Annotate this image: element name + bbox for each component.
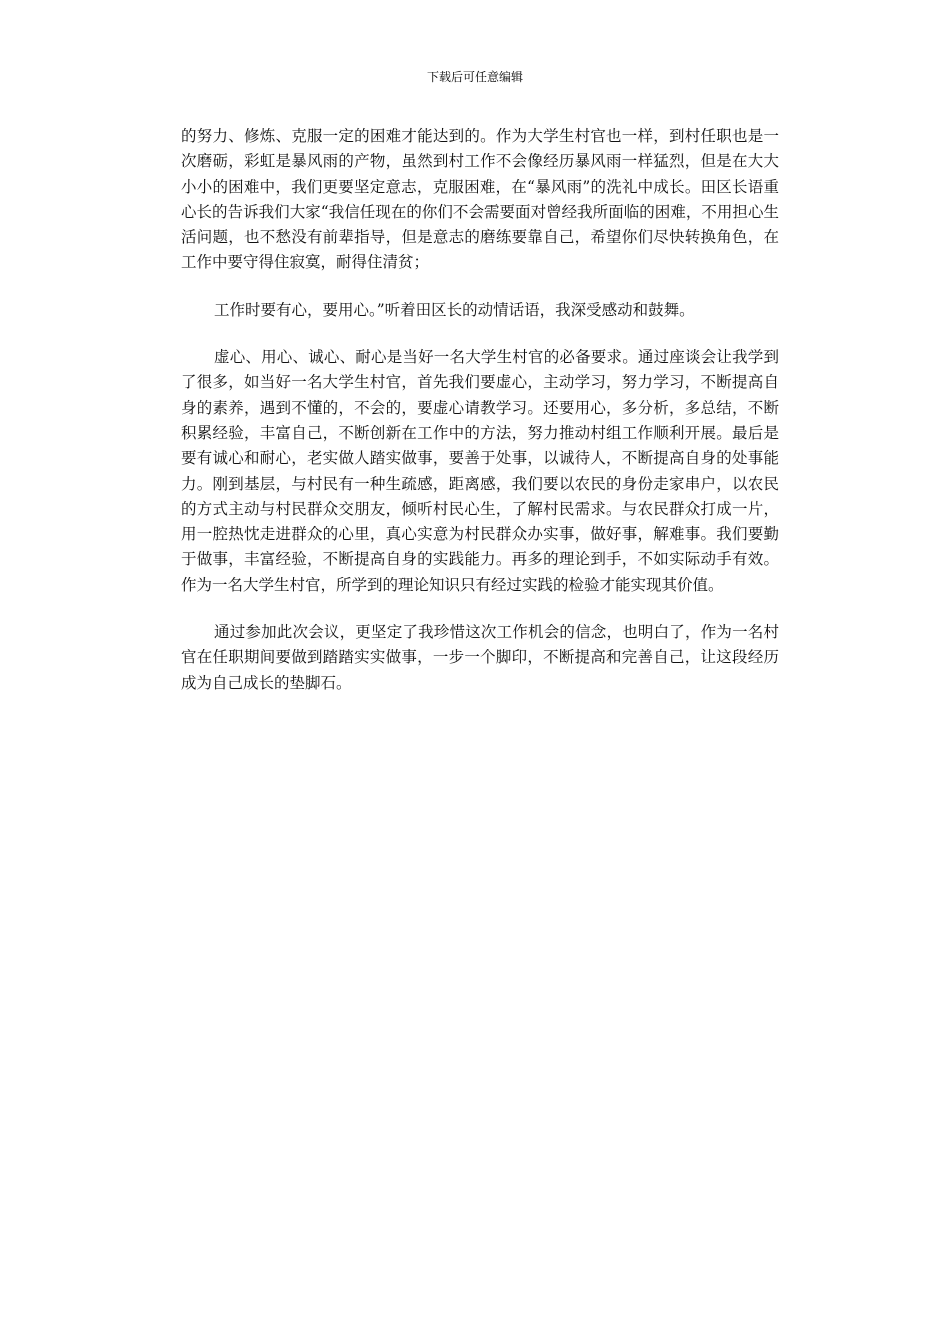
download-editable-note: 下载后可任意编辑: [426, 70, 523, 84]
paragraph-conclusion: 通过参加此次会议，更坚定了我珍惜这次工作机会的信念，也明白了，作为一名村官在任职期间要做到踏踏实实做事，一步一个脚印，不断提高和完善自己，让这段经历成为自己成长的垫脚石。: [181, 623, 779, 692]
paragraph-quote-end: 工作时要有心，要用心。”听着田区长的动情话语，我深受感动和鼓舞。: [214, 300, 695, 319]
document-body: [181, 124, 779, 718]
paragraph-continuation: 的努力、修炼、克服一定的困难才能达到的。作为大学生村官也一样，到村任职也是一次磨砺，彩虹是暴风雨的产物，虽然到村工作不会像经历暴风雨一样猛烈，但是在大大小小的困难中，我们更要坚定意志，克服困难，在“暴风雨”的洗礼中成长。田区长语重心长的告诉我们大家“我信任现在的你们不会需要面对曾经我所面临的困难，不用担心生活问题，也不愁没有前辈指导，但是意志的磨练要靠自己，希望你们尽快转换角色，在工作中要守得住寂寞，耐得住清贫；: [181, 127, 779, 272]
paragraph-requirements: 虚心、用心、诚心、耐心是当好一名大学生村官的必备要求。通过座谈会让我学到了很多，如当好一名大学生村官，首先我们要虚心，主动学习，努力学习，不断提高自身的素养，遇到不懂的，不会的，要虚心请教学习。还要用心，多分析，多总结，不断积累经验，丰富自己，不断创新在工作中的方法，努力推动村组工作顺利开展。最后是要有诚心和耐心，老实做人踏实做事，要善于处事，以诚待人，不断提高自身的处事能力。刚到基层，与村民有一种生疏感，距离感，我们要以农民的身份走家串户，以农民的方式主动与村民群众交朋友，倾听村民心生，了解村民需求。与农民群众打成一片，用一腔热忱走进群众的心里，真心实意为村民群众办实事，做好事，解难事。我们要勤于做事，丰富经验，不断提高自身的实践能力。再多的理论到手，不如实际动手有效。作为一名大学生村官，所学到的理论知识只有经过实践的检验才能实现其价值。: [181, 348, 779, 594]
